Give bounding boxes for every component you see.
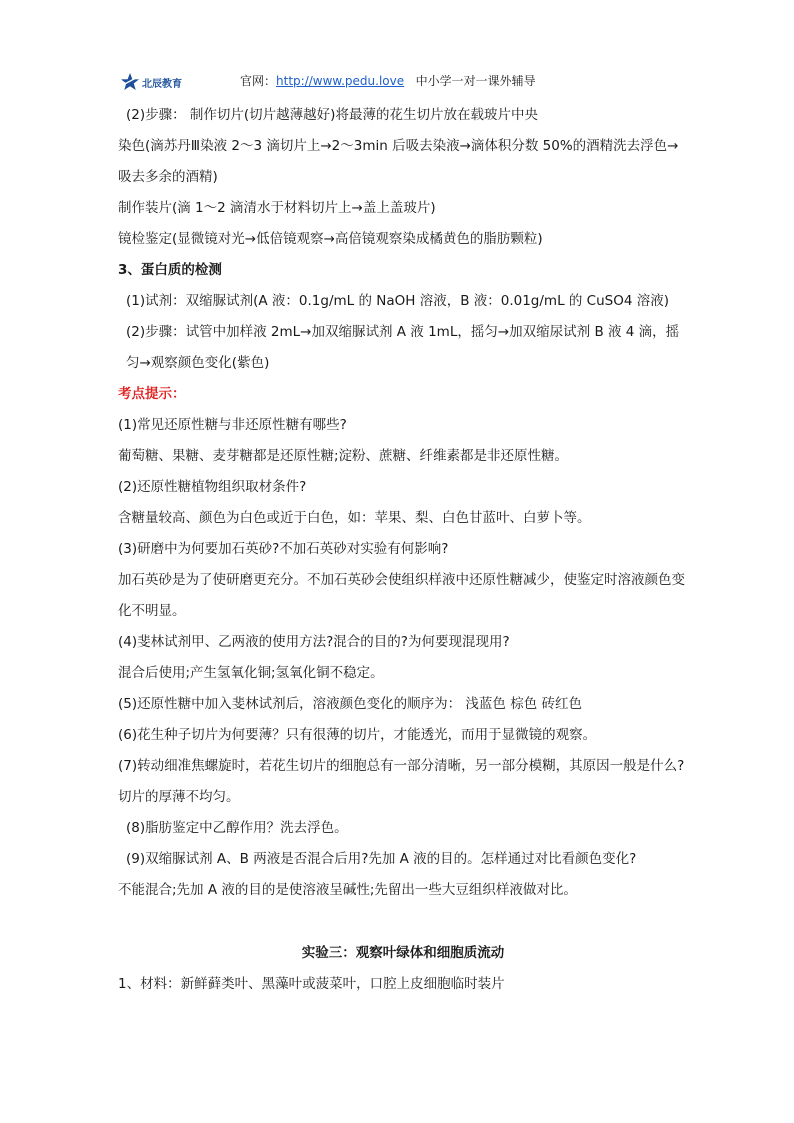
question: (3)研磨中为何要加石英砂?不加石英砂对实验有何影响? (118, 541, 449, 557)
answer: 混合后使用;产生氢氧化铜;氢氧化铜不稳定。 (118, 665, 384, 681)
tips-heading: 考点提示： (118, 386, 186, 402)
paragraph: 镜检鉴定(显微镜对光→低倍镜观察→高倍镜观察染成橘黄色的脂肪颗粒) (118, 231, 543, 247)
document-body (118, 100, 688, 1000)
question: (8)脂肪鉴定中乙醇作用？洗去浮色。 (126, 820, 348, 836)
paragraph: 制作装片(滴 1～2 滴清水于材料切片上→盖上盖玻片) (118, 200, 436, 216)
site-link[interactable]: http://www.pedu.love (276, 74, 405, 88)
star-logo-icon (120, 72, 140, 92)
question: (5)还原性糖中加入斐林试剂后，溶液颜色变化的顺序为： 浅蓝色 棕色 砖红色 (118, 696, 582, 712)
paragraph: (1)试剂：双缩脲试剂(A 液：0.1g/mL 的 NaOH 溶液，B 液：0.01g/mL 的 CuSO4 溶液) (126, 293, 670, 309)
slogan: 中小学一对一课外辅导 (415, 74, 536, 88)
logo-text: 北辰教育 (142, 78, 182, 90)
answer: 葡萄糖、果糖、麦芽糖都是还原性糖;淀粉、蔗糖、纤维素都是非还原性糖。 (118, 448, 569, 464)
question: (2)还原性糖植物组织取材条件? (118, 479, 307, 495)
answer: 含糖量较高、颜色为白色或近于白色，如：苹果、梨、白色甘蓝叶、白萝卜等。 (118, 510, 591, 526)
answer: 加石英砂是为了使研磨更充分。不加石英砂会使组织样液中还原性糖减少，使鉴定时溶液颜色变化不明显。 (118, 572, 685, 619)
answer: 不能混合;先加 A 液的目的是使溶液呈碱性;先留出一些大豆组织样液做对比。 (118, 882, 577, 898)
paragraph: 1、材料：新鲜藓类叶、黑藻叶或菠菜叶，口腔上皮细胞临时装片 (118, 976, 505, 992)
site-label: 官网： (240, 74, 277, 88)
question: (7)转动细准焦螺旋时，若花生切片的细胞总有一部分清晰，另一部分模糊，其原因一般是什么?切片的厚薄不均匀。 (118, 758, 685, 805)
question: (4)斐林试剂甲、乙两液的使用方法?混合的目的?为何要现混现用? (118, 634, 510, 650)
header-info (240, 72, 536, 89)
paragraph: (2)步骤：试管中加样液 2mL→加双缩脲试剂 A 液 1mL，摇匀→加双缩尿试剂 B 液 4 滴，摇匀→观察颜色变化(紫色) (126, 324, 680, 371)
spacer (118, 906, 688, 938)
experiment-title: 实验三：观察叶绿体和细胞质流动 (301, 945, 505, 961)
paragraph: 染色(滴苏丹Ⅲ染液 2～3 滴切片上→2～3min 后吸去染液→滴体积分数 50%的酒精洗去浮色→吸去多余的酒精) (118, 138, 679, 185)
brand-logo (120, 72, 182, 92)
page-header (120, 72, 720, 96)
paragraph: (2)步骤： 制作切片(切片越薄越好)将最薄的花生切片放在载玻片中央 (126, 107, 538, 123)
question: (9)双缩脲试剂 A、B 两液是否混合后用?先加 A 液的目的。怎样通过对比看颜色变化? (126, 851, 637, 867)
question: (6)花生种子切片为何要薄？只有很薄的切片，才能透光，而用于显微镜的观察。 (118, 727, 597, 743)
question: (1)常见还原性糖与非还原性糖有哪些? (118, 417, 347, 433)
section-heading: 3、蛋白质的检测 (118, 262, 222, 278)
